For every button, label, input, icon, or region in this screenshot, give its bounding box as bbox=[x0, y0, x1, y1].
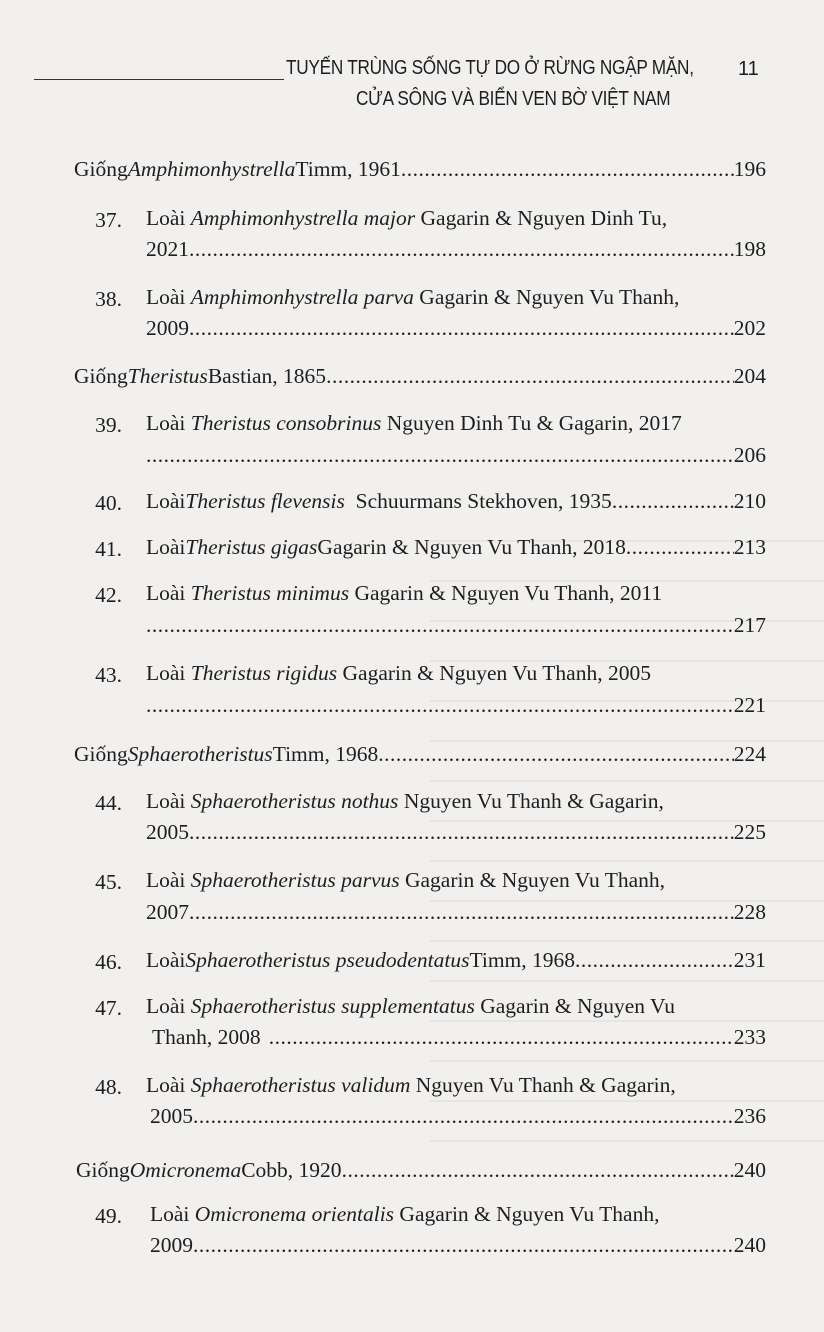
taxon-name: Amphimonhystrella parva bbox=[190, 285, 414, 309]
toc-species-entry: Loài Sphaerotheristus parvus Gagarin & Nguyen Vu Thanh, bbox=[146, 868, 666, 892]
toc-page-ref: 206 bbox=[733, 443, 766, 467]
dot-leader bbox=[626, 534, 734, 560]
taxon-name: Theristus minimus bbox=[190, 581, 350, 605]
toc-page-ref: 213 bbox=[733, 535, 766, 559]
running-title-line2: CỬA SÔNG VÀ BIỂN VEN BỜ VIỆT NAM bbox=[356, 88, 671, 110]
toc-entry-continuation bbox=[146, 612, 766, 638]
dot-leader bbox=[269, 1024, 734, 1050]
toc-species-entry: Loài Theristus consobrinus Nguyen Dinh Tu & Gagarin, 2017 bbox=[146, 411, 682, 435]
toc-page-ref: 196 bbox=[733, 157, 766, 181]
toc-species-entry: Loài Amphimonhystrella parva Gagarin & Nguyen Vu Thanh, bbox=[146, 285, 680, 309]
toc-genus-entry: Giống Sphaerotheristus Timm, 1968 ..... 224 bbox=[74, 741, 766, 767]
toc-page-ref: 221 bbox=[733, 693, 766, 717]
dot-leader bbox=[193, 1232, 734, 1258]
taxon-name: Sphaerotheristus parvus bbox=[190, 868, 400, 892]
toc-entry-continuation: 2009 ..... 240 bbox=[150, 1232, 766, 1258]
taxon-name: Sphaerotheristus nothus bbox=[190, 789, 399, 813]
toc-species-entry: Loài Sphaerotheristus pseudodentatus Timm, 1968 ..... 231 bbox=[146, 947, 766, 973]
dot-leader bbox=[146, 442, 734, 468]
toc-page-ref: 228 bbox=[733, 900, 766, 924]
toc-entry-continuation: 2009 ..... 202 bbox=[146, 315, 766, 341]
toc-species-entry: Loài Sphaerotheristus validum Nguyen Vu Thanh & Gagarin, bbox=[146, 1073, 676, 1097]
entry-number: 43. bbox=[95, 663, 122, 687]
entry-number: 37. bbox=[95, 208, 122, 232]
toc-species-entry: Loài Theristus rigidus Gagarin & Nguyen Vu Thanh, 2005 bbox=[146, 661, 651, 685]
dot-leader bbox=[189, 315, 734, 341]
taxon-name: Theristus bbox=[127, 364, 208, 388]
toc-entry-continuation: 2021 ..... 198 bbox=[146, 236, 766, 262]
toc-page-ref: 210 bbox=[733, 489, 766, 513]
entry-number: 48. bbox=[95, 1075, 122, 1099]
toc-page-ref: 225 bbox=[733, 820, 766, 844]
dot-leader bbox=[401, 156, 734, 182]
entry-number: 46. bbox=[95, 950, 122, 974]
taxon-name: Sphaerotheristus pseudodentatus bbox=[185, 948, 470, 972]
toc-entry-continuation: 2005 ..... 236 bbox=[150, 1103, 766, 1129]
toc-page-ref: 204 bbox=[733, 364, 766, 388]
toc-page-ref: 231 bbox=[733, 948, 766, 972]
dot-leader bbox=[189, 236, 734, 262]
toc-page-ref: 236 bbox=[733, 1104, 766, 1128]
dot-leader bbox=[575, 947, 734, 973]
toc-page-ref: 198 bbox=[733, 237, 766, 261]
dot-leader bbox=[146, 692, 734, 718]
toc-page-ref: 240 bbox=[733, 1233, 766, 1257]
toc-entry-continuation: 2005 ..... 225 bbox=[146, 819, 766, 845]
taxon-name: Amphimonhystrella major bbox=[190, 206, 416, 230]
toc-species-entry: Loài Theristus gigas Gagarin & Nguyen Vu Thanh, 2018 ..... 213 bbox=[146, 534, 766, 560]
taxon-name: Theristus rigidus bbox=[190, 661, 338, 685]
taxon-name: Omicronema orientalis bbox=[194, 1202, 395, 1226]
toc-species-entry: Loài Theristus minimus Gagarin & Nguyen Vu Thanh, 2011 bbox=[146, 581, 663, 605]
entry-number: 49. bbox=[95, 1204, 122, 1228]
toc-species-entry: Loài Sphaerotheristus supplementatus Gagarin & Nguyen Vu bbox=[146, 994, 675, 1018]
toc-entry-continuation: Thanh, 2008 ..... 233 bbox=[152, 1024, 766, 1050]
toc-species-entry: Loài Sphaerotheristus nothus Nguyen Vu Thanh & Gagarin, bbox=[146, 789, 664, 813]
taxon-name: Omicronema bbox=[129, 1158, 242, 1182]
toc-species-entry: Loài Omicronema orientalis Gagarin & Nguyen Vu Thanh, bbox=[150, 1202, 660, 1226]
entry-number: 44. bbox=[95, 791, 122, 815]
toc-genus-entry: Giống Theristus Bastian, 1865 ..... 204 bbox=[74, 363, 766, 389]
entry-number: 41. bbox=[95, 537, 122, 561]
page-number: 11 bbox=[738, 58, 759, 80]
toc-page-ref: 217 bbox=[733, 613, 766, 637]
dot-leader bbox=[193, 1103, 734, 1129]
toc-species-entry: Loài Amphimonhystrella major Gagarin & Nguyen Dinh Tu, bbox=[146, 206, 668, 230]
toc-page-ref: 233 bbox=[733, 1025, 766, 1049]
dot-leader bbox=[612, 488, 734, 514]
taxon-name: Theristus gigas bbox=[185, 535, 318, 559]
entry-number: 39. bbox=[95, 413, 122, 437]
taxon-name: Theristus flevensis bbox=[185, 489, 345, 513]
toc-entry-continuation bbox=[146, 442, 766, 468]
dot-leader bbox=[326, 363, 734, 389]
toc-genus-entry: Giống Omicronema Cobb, 1920 ..... 240 bbox=[76, 1157, 766, 1183]
dot-leader bbox=[378, 741, 734, 767]
taxon-name: Sphaerotheristus supplementatus bbox=[190, 994, 475, 1018]
taxon-name: Amphimonhystrella bbox=[127, 157, 296, 181]
toc-page-ref: 202 bbox=[733, 316, 766, 340]
header-rule bbox=[34, 79, 284, 80]
entry-number: 40. bbox=[95, 491, 122, 515]
taxon-name: Sphaerotheristus validum bbox=[190, 1073, 411, 1097]
dot-leader bbox=[146, 612, 734, 638]
toc-page-ref: 224 bbox=[733, 742, 766, 766]
toc-page-ref: 240 bbox=[733, 1158, 766, 1182]
entry-number: 47. bbox=[95, 996, 122, 1020]
dot-leader bbox=[189, 899, 734, 925]
toc-species-entry: Loài Theristus flevensis Schuurmans Stekhoven, 1935 ..... 210 bbox=[146, 488, 766, 514]
taxon-name: Theristus consobrinus bbox=[190, 411, 382, 435]
taxon-name: Sphaerotheristus bbox=[127, 742, 273, 766]
toc-entry-continuation bbox=[146, 692, 766, 718]
dot-leader bbox=[342, 1157, 734, 1183]
entry-number: 38. bbox=[95, 287, 122, 311]
running-title-line1: TUYẾN TRÙNG SỐNG TỰ DO Ở RỪNG NGẬP MẶN, bbox=[286, 57, 694, 79]
dot-leader bbox=[189, 819, 734, 845]
entry-number: 42. bbox=[95, 583, 122, 607]
toc-entry-continuation: 2007 ..... 228 bbox=[146, 899, 766, 925]
toc-genus-entry: Giống Amphimonhystrella Timm, 1961 ..... 196 bbox=[74, 156, 766, 182]
entry-number: 45. bbox=[95, 870, 122, 894]
